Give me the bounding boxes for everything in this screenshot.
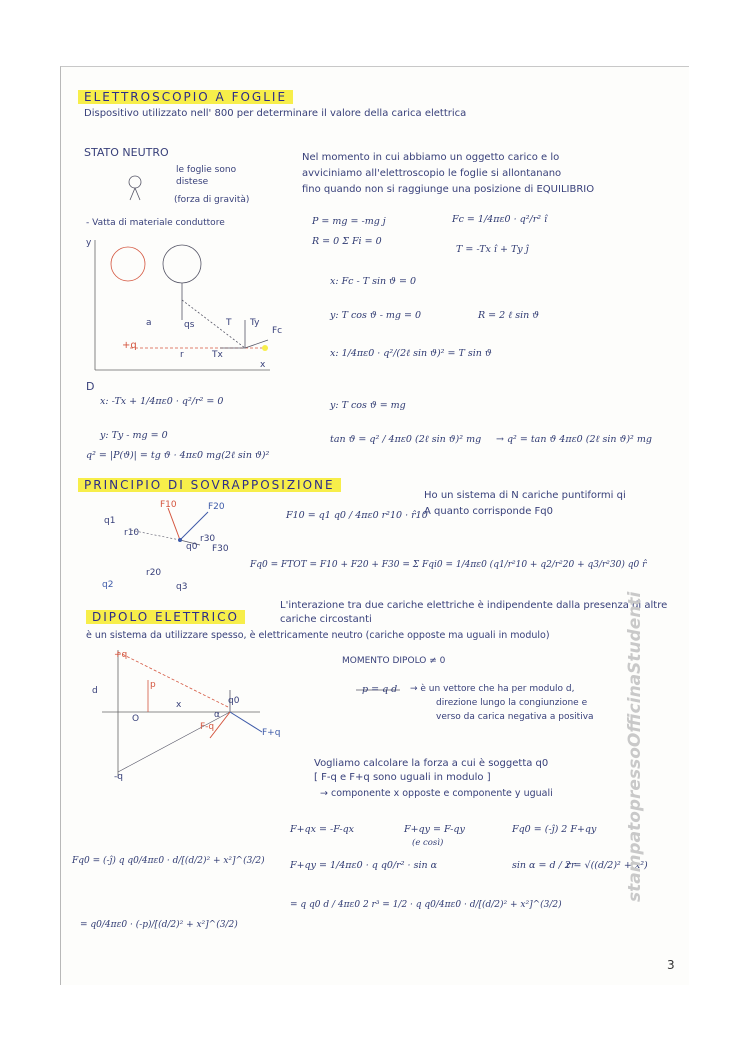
label-y-axis: y: [86, 238, 92, 248]
page-number: 3: [667, 958, 675, 972]
label-dipole-minus-q: -q: [114, 772, 123, 782]
label-f-plus-q: F+q: [262, 728, 281, 738]
eq-equilibrium: R = 0 Σ Fi = 0: [312, 236, 382, 247]
note-conductor: - Vatta di materiale conduttore: [86, 218, 225, 228]
eq-dipole-moment: p = q d: [362, 684, 398, 695]
section-heading-dipole: DIPOLO ELETTRICO: [86, 610, 245, 624]
charged-sphere-icon: [111, 247, 145, 281]
note-foglie: le foglie sono: [176, 165, 237, 175]
eq-dipole-result: = q q0 d / 4πε0 2 r³ = 1/2 · q q0/4πε0 · d/[(d/2)² + x²]^(3/2): [290, 900, 562, 910]
eq-f10: F10 = q1 q0 / 4πε0 r²10 · r̂10: [286, 510, 428, 521]
eq-fq0: Fq0 = (-ĵ) 2 F+qy: [512, 824, 597, 835]
label-tx: Tx: [212, 350, 223, 360]
note-gravita: (forza di gravità): [174, 195, 250, 205]
eq-q-final: q² = |P(ϑ)| = tg ϑ · 4πε0 mg(2ℓ sin ϑ)²: [86, 450, 270, 461]
eq-sys1-y: y: T cos ϑ - mg = 0: [330, 310, 422, 321]
eq-left-dipole-2: = q0/4πε0 · (-p)/[(d/2)² + x²]^(3/2): [80, 920, 238, 930]
eq-fx: F+qx = -F-qx: [290, 824, 355, 835]
label-origin: O: [132, 714, 140, 724]
superposition-para-1: Ho un sistema di N cariche puntiformi qi: [424, 490, 626, 501]
label-alpha: α: [214, 710, 220, 720]
dipole-moment-title: MOMENTO DIPOLO ≠ 0: [342, 656, 446, 666]
section-heading-neutral: STATO NEUTRO: [84, 146, 169, 159]
eq-f-plus: F+qy = 1/4πε0 · q q0/r² · sin α: [290, 860, 438, 871]
calc-line-2: [ F-q e F+q sono uguali in modulo ]: [314, 772, 491, 783]
calc-line-1: Vogliamo calcolare la forza a cui è soggetta q0: [314, 758, 549, 769]
eq-weight: P = mg = -mg j: [312, 216, 386, 227]
para-line-2: avviciniamo all'elettroscopio le foglie si allontanano: [302, 168, 562, 179]
para-line-1: Nel momento in cui abbiamo un oggetto carico e lo: [302, 152, 560, 163]
label-r20: r20: [146, 568, 162, 578]
moment-desc-3: verso da carica negativa a positiva: [436, 712, 594, 722]
moment-desc-2: direzione lungo la congiunzione e: [436, 698, 588, 708]
interaction-line-2: cariche circostanti: [280, 614, 372, 625]
label-q2: q2: [102, 580, 114, 590]
label-x-axis: x: [260, 360, 266, 370]
label-fc: Fc: [272, 326, 283, 336]
watermark-text: stampatopressoOfficinaStudenti: [625, 591, 645, 902]
eq-sys2-x: x: 1/4πε0 · q²/(2ℓ sin ϑ)² = T sin ϑ: [330, 348, 492, 359]
eq-ftot: Fq0 = FTOT = F10 + F20 + F30 = Σ Fqi0 = 1/4πε0 (q1/r²10 + q2/r²20 + q3/r²30) q0 r̂: [250, 560, 647, 570]
eq-tension: T = -Tx î + Ty ĵ: [456, 244, 529, 255]
watermark-stamp: [612, 566, 652, 902]
label-dipole-d: d: [92, 686, 98, 696]
superposition-banner: [78, 474, 341, 493]
label-f10: F10: [160, 500, 177, 510]
eq-sin-alpha: sin α = d / 2r: [512, 860, 576, 871]
label-qs: qs: [184, 320, 195, 330]
label-q0: q0: [186, 542, 198, 552]
conductor-sphere-icon: [163, 245, 201, 283]
calc-line-3: → componente x opposte e componente y uguali: [320, 788, 553, 799]
label-q3: q3: [176, 582, 188, 592]
dipole-banner: [86, 606, 245, 625]
label-q1: q1: [104, 516, 116, 526]
label-r10: r10: [124, 528, 140, 538]
label-f-minus-q: F-q: [200, 722, 215, 732]
label-dipole-plus-q: +q: [114, 650, 128, 660]
eq-left-dipole-1: Fq0 = (-ĵ) q q0/4πε0 · d/[(d/2)² + x²]^(3/2): [72, 856, 265, 866]
eq-radius: R = 2 ℓ sin ϑ: [478, 310, 540, 321]
fc-point-icon: [262, 345, 268, 351]
label-a: a: [146, 318, 152, 328]
label-dipole-p: p: [150, 680, 156, 690]
section-heading-superposition: PRINCIPIO DI SOVRAPPOSIZIONE: [78, 478, 341, 492]
moment-desc-1: → è un vettore che ha per modulo d,: [410, 684, 575, 694]
eq-fy: F+qy = F-qy: [404, 824, 465, 835]
label-r30: r30: [200, 534, 216, 544]
eq-left-sys-x: x: -Tx + 1/4πε0 · q²/r² = 0: [100, 396, 224, 407]
para-line-3: fino quando non si raggiunge una posizione di EQUILIBRIO: [302, 184, 595, 195]
label-f20: F20: [208, 502, 225, 512]
label-f30: F30: [212, 544, 229, 554]
label-dipole-q0: q0: [228, 696, 240, 706]
note-distese: distese: [176, 177, 209, 187]
eq-r-dipole: r = √((d/2)² + x²): [566, 860, 648, 871]
eq-q-result: → q² = tan ϑ 4πε0 (2ℓ sin ϑ)² mg: [496, 434, 652, 445]
eq-coulomb: Fc = 1/4πε0 · q²/r² î: [452, 214, 548, 225]
eq-sys1-x: x: Fc - T sin ϑ = 0: [330, 276, 416, 287]
interaction-line-1: L'interazione tra due cariche elettriche è indipendente dalla presenza di altre: [280, 600, 668, 611]
eq-left-sys-y: y: Ty - mg = 0: [100, 430, 168, 441]
electroscope-sketch-icon: [129, 176, 141, 188]
label-ty: Ty: [250, 318, 260, 328]
eq-sys2-y: y: T cos ϑ = mg: [330, 400, 406, 411]
label-d: D: [86, 380, 95, 393]
label-t: T: [226, 318, 232, 328]
label-dipole-x: x: [176, 700, 182, 710]
eq-tangent: tan ϑ = q² / 4πε0 (2ℓ sin ϑ)² mg: [330, 434, 482, 445]
page-title: ELETTROSCOPIO A FOGLIE: [78, 90, 293, 104]
page-subtitle: Dispositivo utilizzato nell' 800 per determinare il valore della carica elettrica: [84, 108, 467, 119]
label-r: r: [180, 350, 184, 360]
eq-cosi: (e così): [412, 838, 444, 848]
dipole-description: è un sistema da utilizzare spesso, è elettricamente neutro (cariche opposte ma uguali in modulo): [86, 630, 550, 641]
title-banner: [78, 86, 293, 105]
superposition-para-2: A quanto corrisponde Fq0: [424, 506, 553, 517]
label-plus-q: +q: [122, 340, 137, 351]
